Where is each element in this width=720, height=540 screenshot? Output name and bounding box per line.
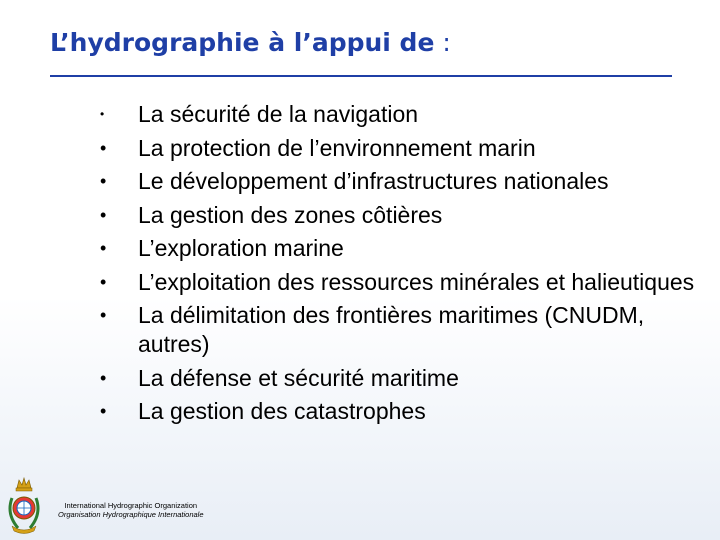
organization-name-en: International Hydrographic Organization xyxy=(64,501,198,510)
bullet-item: • L’exploration marine xyxy=(100,234,700,263)
bullet-list xyxy=(100,100,700,431)
bullet-item: • La sécurité de la navigation xyxy=(100,100,700,129)
bullet-item: • L’exploitation des ressources minérales et halieutiques xyxy=(100,268,700,297)
iho-emblem-icon xyxy=(4,476,44,536)
slide-title-colon: : xyxy=(434,28,451,57)
bullet-item: • La délimitation des frontières maritimes (CNUDM, autres) xyxy=(100,301,700,359)
footer xyxy=(0,470,720,540)
slide-title-text: L’hydrographie à l’appui de xyxy=(50,28,435,57)
organization-name xyxy=(58,501,204,519)
title-divider xyxy=(50,75,672,77)
bullet-item: • Le développement d’infrastructures nationales xyxy=(100,167,700,196)
organization-name-fr: Organisation Hydrographique Internationale xyxy=(58,510,204,519)
bullet-item: • La gestion des zones côtières xyxy=(100,201,700,230)
bullet-item: • La protection de l’environnement marin xyxy=(100,134,700,163)
bullet-item: • La défense et sécurité maritime xyxy=(100,364,700,393)
bullet-item: • La gestion des catastrophes xyxy=(100,397,700,426)
slide-title xyxy=(50,28,451,57)
